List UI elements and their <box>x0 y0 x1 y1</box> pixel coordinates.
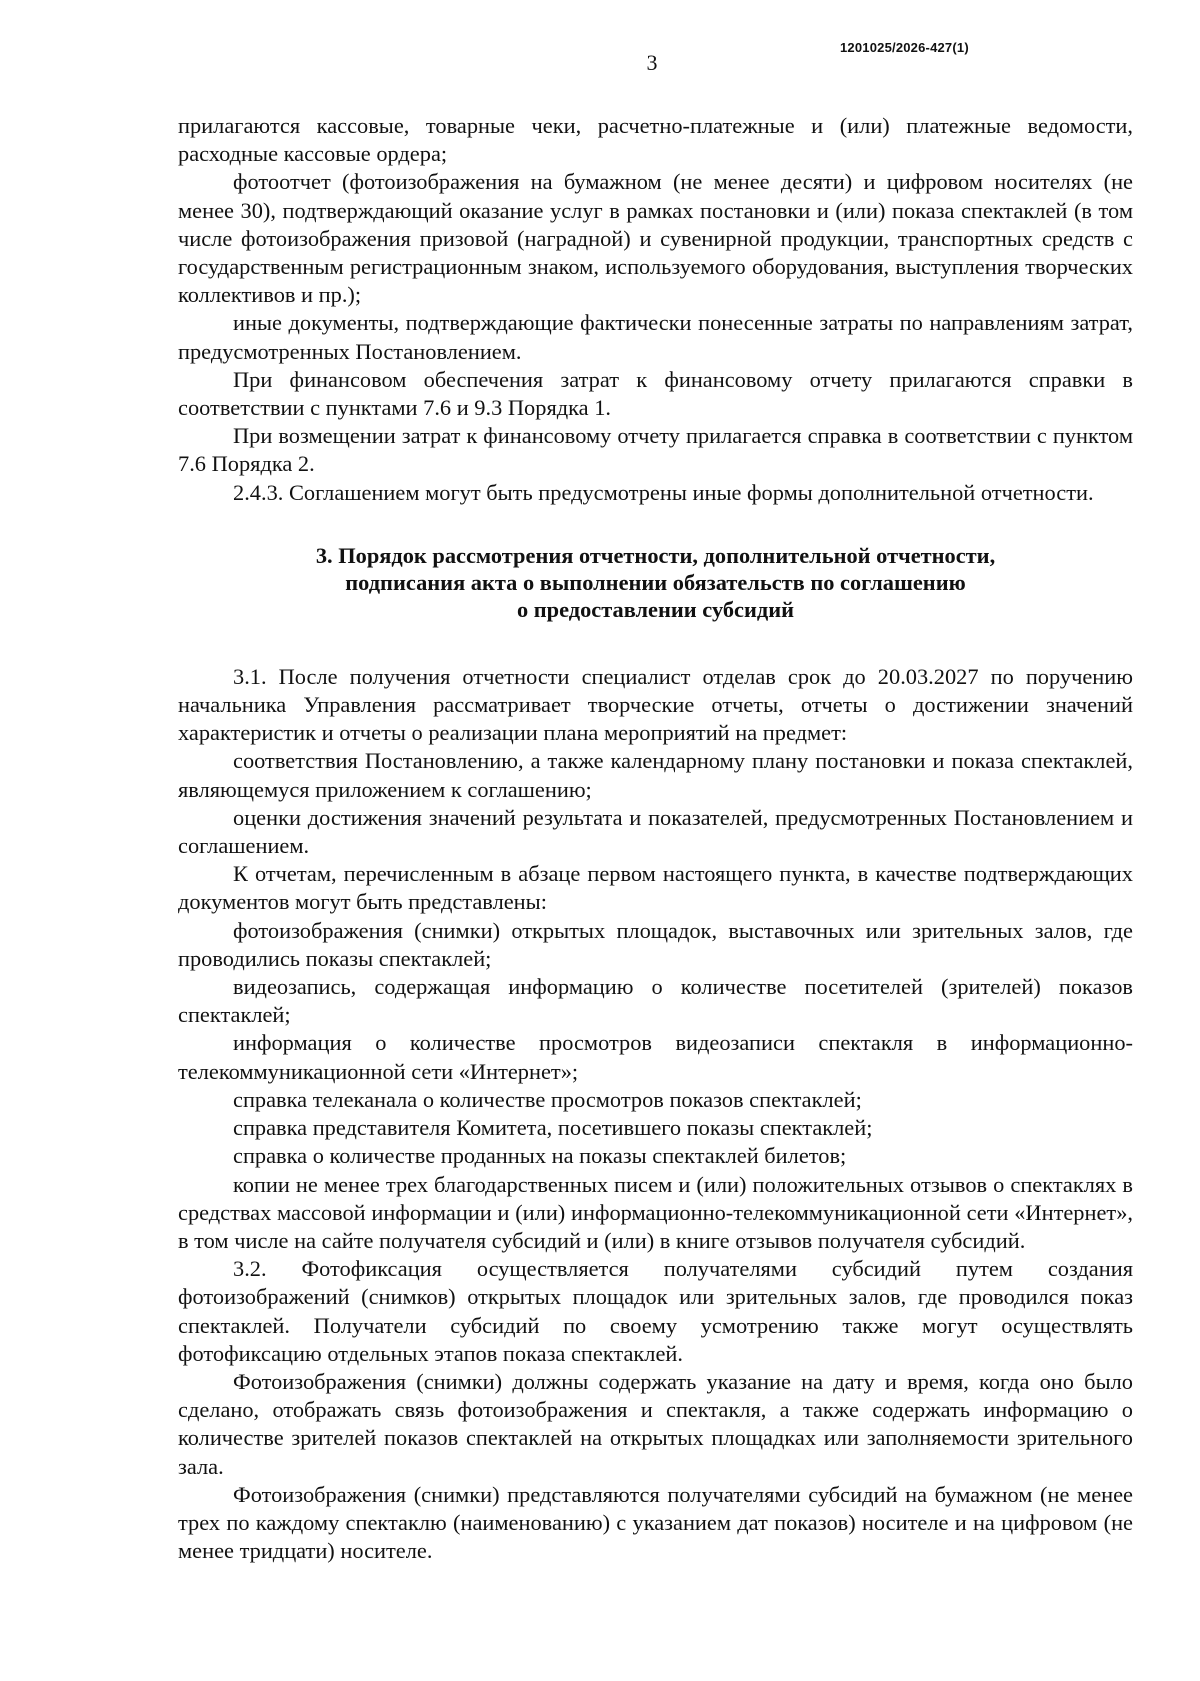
paragraph: 3.1. После получения отчетности специалист отделав срок до 20.03.2027 по поручению начальника Управления рассматривает творческие отчеты, отчеты о достижении значений характеристик и отчеты о реализации плана мероприятий на предмет: <box>178 663 1133 746</box>
document-body <box>178 112 1133 1565</box>
paragraph: видеозапись, содержащая информацию о количестве посетителей (зрителей) показов спектаклей; <box>178 974 1133 1028</box>
page-number: 3 <box>646 50 658 75</box>
paragraph: иные документы, подтверждающие фактически понесенные затраты по направлениям затрат, предусмотренных Постановлением. <box>178 310 1133 364</box>
section-heading-line: 3. Порядок рассмотрения отчетности, дополнительной отчетности, <box>315 542 996 568</box>
paragraph: 2.4.3. Соглашением могут быть предусмотрены иные формы дополнительной отчетности. <box>233 479 1094 505</box>
paragraph: фотоизображения (снимки) открытых площадок, выставочных или зрительных залов, где проводились показы спектаклей; <box>178 917 1133 971</box>
paragraph: информация о количестве просмотров видеозаписи спектакля в информационно-телекоммуникационной сети «Интернет»; <box>178 1030 1133 1084</box>
paragraph: Фотоизображения (снимки) должны содержать указание на дату и время, когда оно было сделано, отображать связь фотоизображения и спектакля, а также содержать информацию о количестве зрителей показов спектаклей на открытых площадках или заполняемости зрительного зала. <box>178 1368 1133 1479</box>
paragraph: оценки достижения значений результата и показателей, предусмотренных Постановлением и соглашением. <box>178 804 1133 859</box>
section-heading <box>178 542 1133 623</box>
paragraph: К отчетам, перечисленным в абзаце первом настоящего пункта, в качестве подтверждающих документов могут быть представлены: <box>178 861 1133 915</box>
section-heading-line: подписания акта о выполнении обязательств по соглашению <box>345 569 966 595</box>
paragraph: При финансовом обеспечения затрат к финансовому отчету прилагаются справки в соответствии с пунктами 7.6 и 9.3 Порядка 1. <box>178 366 1133 421</box>
paragraph: Фотоизображения (снимки) представляются получателями субсидий на бумажном (не менее трех по каждому спектаклю (наименованию) с указанием дат показов) носителе и на цифровом (не менее тридцати) носителе. <box>178 1481 1133 1564</box>
paragraph: 3.2. Фотофиксация осуществляется получателями субсидий путем создания фотоизображений (снимков) открытых площадок или зрительных залов, где проводился показ спектаклей. Получатели субсидий по своему усмотрению также могут осуществлять фотофиксацию отдельных этапов показа спектаклей. <box>178 1256 1133 1366</box>
document-code: 1201025/2026-427(1) <box>840 40 969 55</box>
paragraph: прилагаются кассовые, товарные чеки, расчетно-платежные и (или) платежные ведомости, расходные кассовые ордера; <box>178 113 1133 167</box>
paragraph: При возмещении затрат к финансовому отчету прилагается справка в соответствии с пунктом 7.6 Порядка 2. <box>178 423 1133 477</box>
paragraph: справка телеканала о количестве просмотров показов спектаклей; <box>233 1086 862 1112</box>
paragraph: справка представителя Комитета, посетившего показы спектаклей; <box>233 1115 873 1141</box>
paragraph: фотоотчет (фотоизображения на бумажном (не менее десяти) и цифровом носителях (не менее 30), подтверждающий оказание услуг в рамках постановки и (или) показа спектаклей (в том числе фотоизображения призовой (наградной) и сувенирной продукции, транспортных средств с государственным регистрационным знаком, используемого оборудования, выступления творческих коллективов и пр.); <box>178 169 1133 308</box>
paragraph: справка о количестве проданных на показы спектаклей билетов; <box>233 1143 847 1169</box>
paragraph: копии не менее трех благодарственных писем и (или) положительных отзывов о спектаклях в средствах массовой информации и (или) информационно-телекоммуникационной сети «Интернет», в том числе на сайте получателя субсидий и (или) в книге отзывов получателя субсидий. <box>178 1171 1133 1253</box>
section-heading-line: о предоставлении субсидий <box>516 596 795 622</box>
paragraph: соответствия Постановлению, а также календарному плану постановки и показа спектаклей, являющемуся приложением к соглашению; <box>178 748 1133 802</box>
